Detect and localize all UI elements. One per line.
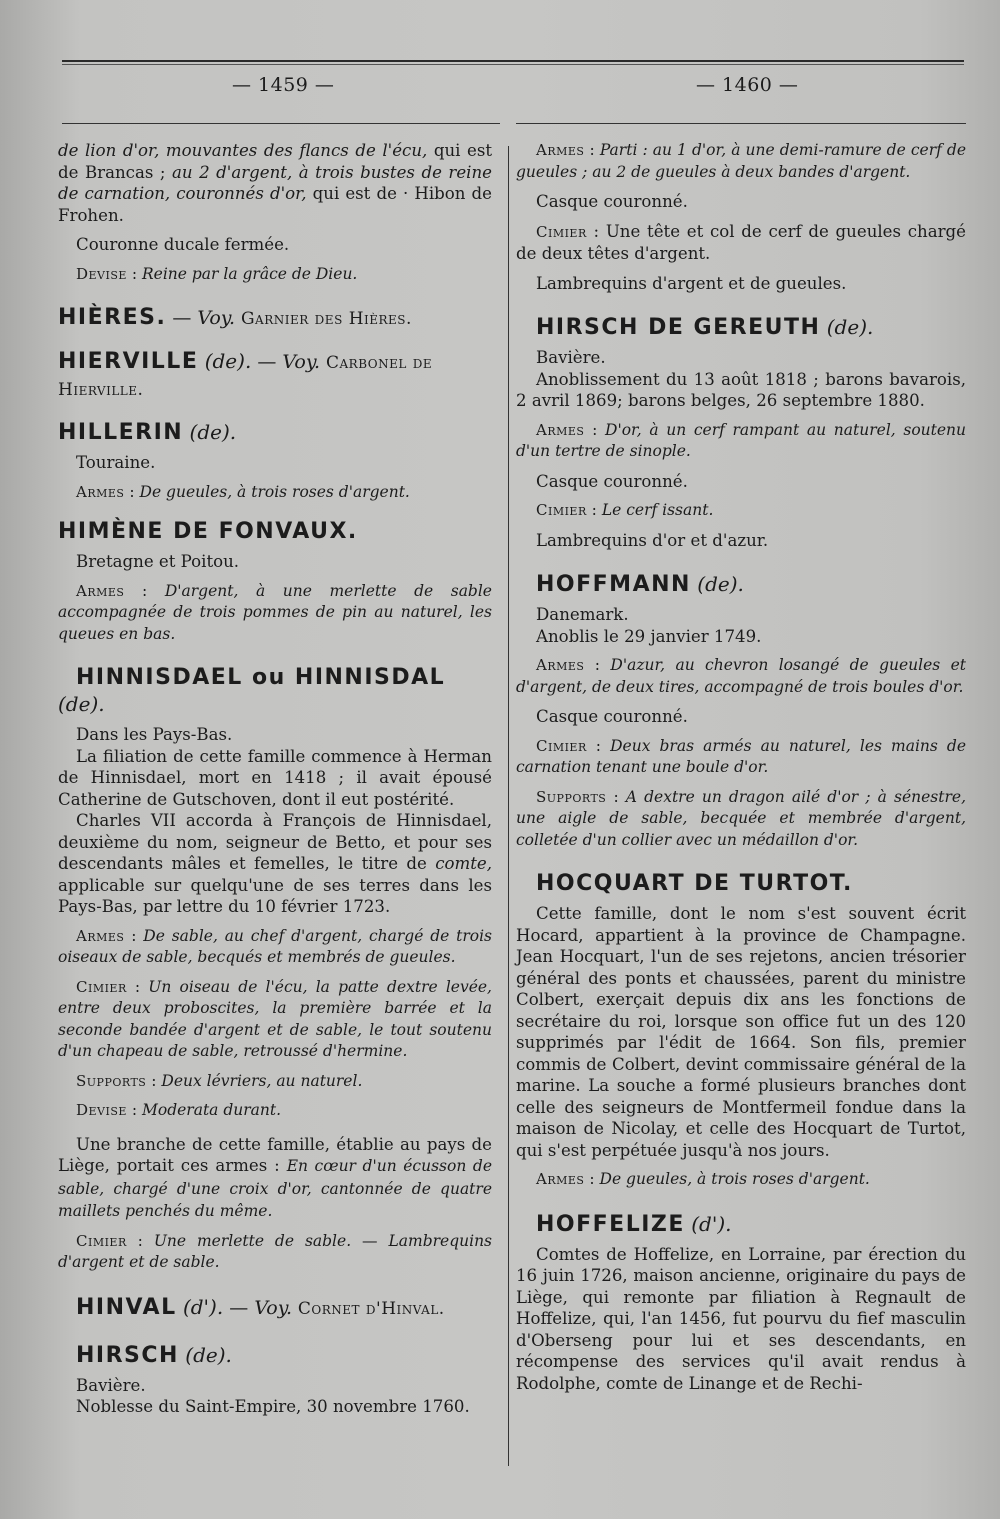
entry-heading-hirsch: HIRSCH (de). — [76, 1342, 232, 1368]
entry-heading-himene: HIMÈNE DE FONVAUX. — [58, 519, 358, 544]
page-number-right: — 1460 — — [696, 74, 799, 96]
header-rule-right — [516, 123, 966, 124]
hoffmann-place: Danemark. — [536, 605, 629, 624]
couronne-line: Couronne ducale fermée. — [76, 235, 290, 254]
gereuth-casque: Casque couronné. — [536, 471, 688, 491]
hinnisdael-place: Dans les Pays-Bas. — [76, 725, 233, 744]
hinnisdael-supports: Supports : Deux lévriers, au naturel. — [76, 1071, 363, 1090]
hoffmann-cimier: Cimier : Deux bras armés au naturel, les mains de carnation tenant une boule d'or. — [516, 736, 967, 776]
entry-heading-hoffelize: HOFFELIZE (d'). — [536, 1211, 732, 1237]
hillerin-armes: Armes : De gueules, à trois roses d'argent. — [76, 482, 410, 501]
gereuth-paragraph-1: Anoblissement du 13 août 1818 ; barons bavarois, 2 avril 1869; barons belges, 26 septembre 1880. — [516, 369, 966, 410]
gereuth-armes: Armes : D'or, à un cerf rampant au naturel, soutenu d'un tertre de sinople. — [516, 420, 967, 460]
page-number-left: — 1459 — — [232, 74, 335, 96]
continuation-cimier: Cimier : Une tête et col de cerf de gueules chargé de deux têtes d'argent. — [516, 221, 967, 263]
hocquart-paragraph-1: Cette famille, dont le nom s'est souvent écrit Hocard, appartient à la province de Champagne. Jean Hocquart, l'un de ses rejetons, ancien trésorier général des ponts et chaussées, parent du ministre Colbert, exerçait depuis dix ans les fonctions de secrétaire du roi, lorsque son office fut un des 120 supprimés par l'édit de 1664. Son fils, premier commis de Colbert, devint commissaire général de la marine. La souche a formé plusieurs branches dont celle des seigneurs de Montfermeil fondue dans la maison de Nicolay, et celle des Hocquart de Turtot, qui s'est perpétuée jusqu'à nos jours. — [516, 904, 966, 1160]
entry-heading-hillerin: HILLERIN (de). — [58, 420, 237, 445]
entry-heading-hierville: HIERVILLE (de). — Voy. Carbonel de Hierville. — [58, 349, 433, 400]
continuation-lambrequins: Lambrequins d'argent et de gueules. — [536, 273, 847, 293]
column-divider — [508, 146, 509, 1466]
right-column — [516, 140, 966, 1394]
hoffmann-supports: Supports : A dextre un dragon ailé d'or ; à sénestre, une aigle de sable, becquée et membrée d'argent, colletée d'un collier avec un médaillon d'or. — [516, 787, 966, 849]
hoffmann-casque: Casque couronné. — [536, 707, 688, 726]
entry-heading-hocquart: HOCQUART DE TURTOT. — [536, 871, 853, 896]
himene-place: Bretagne et Poitou. — [76, 552, 240, 571]
entry-heading-hinnisdael: HINNISDAEL ou HINNISDAL (de). — [58, 665, 446, 716]
himene-armes: Armes : D'argent, à une merlette de sable accompagnée de trois pommes de pin au naturel, les queues en bas. — [58, 581, 492, 643]
continuation-armes: Armes : Parti : au 1 d'or, à une demi-ramure de cerf de gueules ; au 2 de gueules à deux bandes d'argent. — [516, 141, 967, 181]
continuation-casque: Casque couronné. — [536, 192, 688, 211]
hirsch-paragraph-1: Noblesse du Saint-Empire, 30 novembre 1760. — [76, 1397, 470, 1416]
hillerin-place: Touraine. — [76, 453, 156, 472]
entry-heading-hirsch-de-gereuth: HIRSCH DE GEREUTH (de). — [536, 315, 874, 340]
hoffmann-paragraph-1: Anoblis le 29 janvier 1749. — [536, 626, 762, 646]
hinnisdael-paragraph-2: Charles VII accorda à François de Hinnisdael, deuxième du nom, seigneur de Betto, et pour ses descendants mâles et femelles, le titre de comte, applicable sur quelqu'une de ses terres dans les Pays-Bas, par lettre du 10 février 1723. — [58, 811, 492, 916]
continuation-paragraph: de lion d'or, mouvantes des flancs de l'écu, qui est de Brancas ; au 2 d'argent, à trois bustes de reine de carnation, couronnés d'or, qui est de · Hibon de Frohen. — [58, 141, 493, 225]
header-rule-left — [62, 123, 500, 124]
top-rule — [62, 60, 964, 62]
devise-line: Devise : Reine par la grâce de Dieu. — [76, 264, 358, 283]
entry-heading-hieres: HIÈRES. — Voy. Garnier des Hières. — [58, 305, 412, 330]
hinnisdael-paragraph-1: La filiation de cette famille commence à Herman de Hinnisdael, mort en 1418 ; il avait épousé Catherine de Gutschoven, dont il eut postérité. — [58, 746, 492, 809]
hoffmann-armes: Armes : D'azur, au chevron losangé de gueules et d'argent, de deux tires, accompagné de trois boules d'or. — [516, 656, 966, 696]
hirsch-place: Bavière. — [76, 1375, 146, 1395]
hoffelize-paragraph-1: Comtes de Hoffelize, en Lorraine, par érection du 16 juin 1726, maison ancienne, originaire du pays de Liège, qui remonte par filiation à Regnault de Hoffelize, qui, l'an 1456, fut pourvu du fief masculin d'Oberseng pour lui et ses descendants, en récompense des services qu'il avait rendus à Rodolphe, comte de Linange et de Rechi- — [516, 1244, 966, 1393]
hocquart-armes: Armes : De gueules, à trois roses d'argent. — [536, 1170, 870, 1188]
branche-paragraph: Une branche de cette famille, établie au pays de Liège, portait ces armes : En cœur d'un écusson de sable, chargé d'une croix d'or, cantonnée de quatre maillets penchés du même. — [58, 1134, 492, 1220]
gereuth-lambrequins: Lambrequins d'or et d'azur. — [536, 530, 769, 550]
hinnisdael-armes: Armes : De sable, au chef d'argent, chargé de trois oiseaux de sable, becqués et membrés de gueules. — [58, 926, 492, 966]
hinnisdael-cimier: Cimier : Un oiseau de l'écu, la patte dextre levée, entre deux proboscites, la première barrée et la seconde bandée d'argent et de sable, le tout soutenu d'un chapeau de sable, retroussé d'hermine. — [58, 977, 492, 1060]
entry-heading-hoffmann: HOFFMANN (de). — [536, 572, 744, 597]
gereuth-cimier: Cimier : Le cerf issant. — [536, 501, 714, 519]
entry-heading-hinval: HINVAL (d'). — Voy. Cornet d'Hinval. — [76, 1294, 445, 1320]
left-column — [58, 140, 492, 1418]
hinnisdael-devise: Devise : Moderata durant. — [76, 1101, 282, 1119]
branche-cimier: Cimier : Une merlette de sable. — Lambrequins d'argent et de sable. — [58, 1231, 493, 1271]
top-rule-thin — [62, 64, 964, 65]
gereuth-place: Bavière. — [536, 348, 606, 367]
